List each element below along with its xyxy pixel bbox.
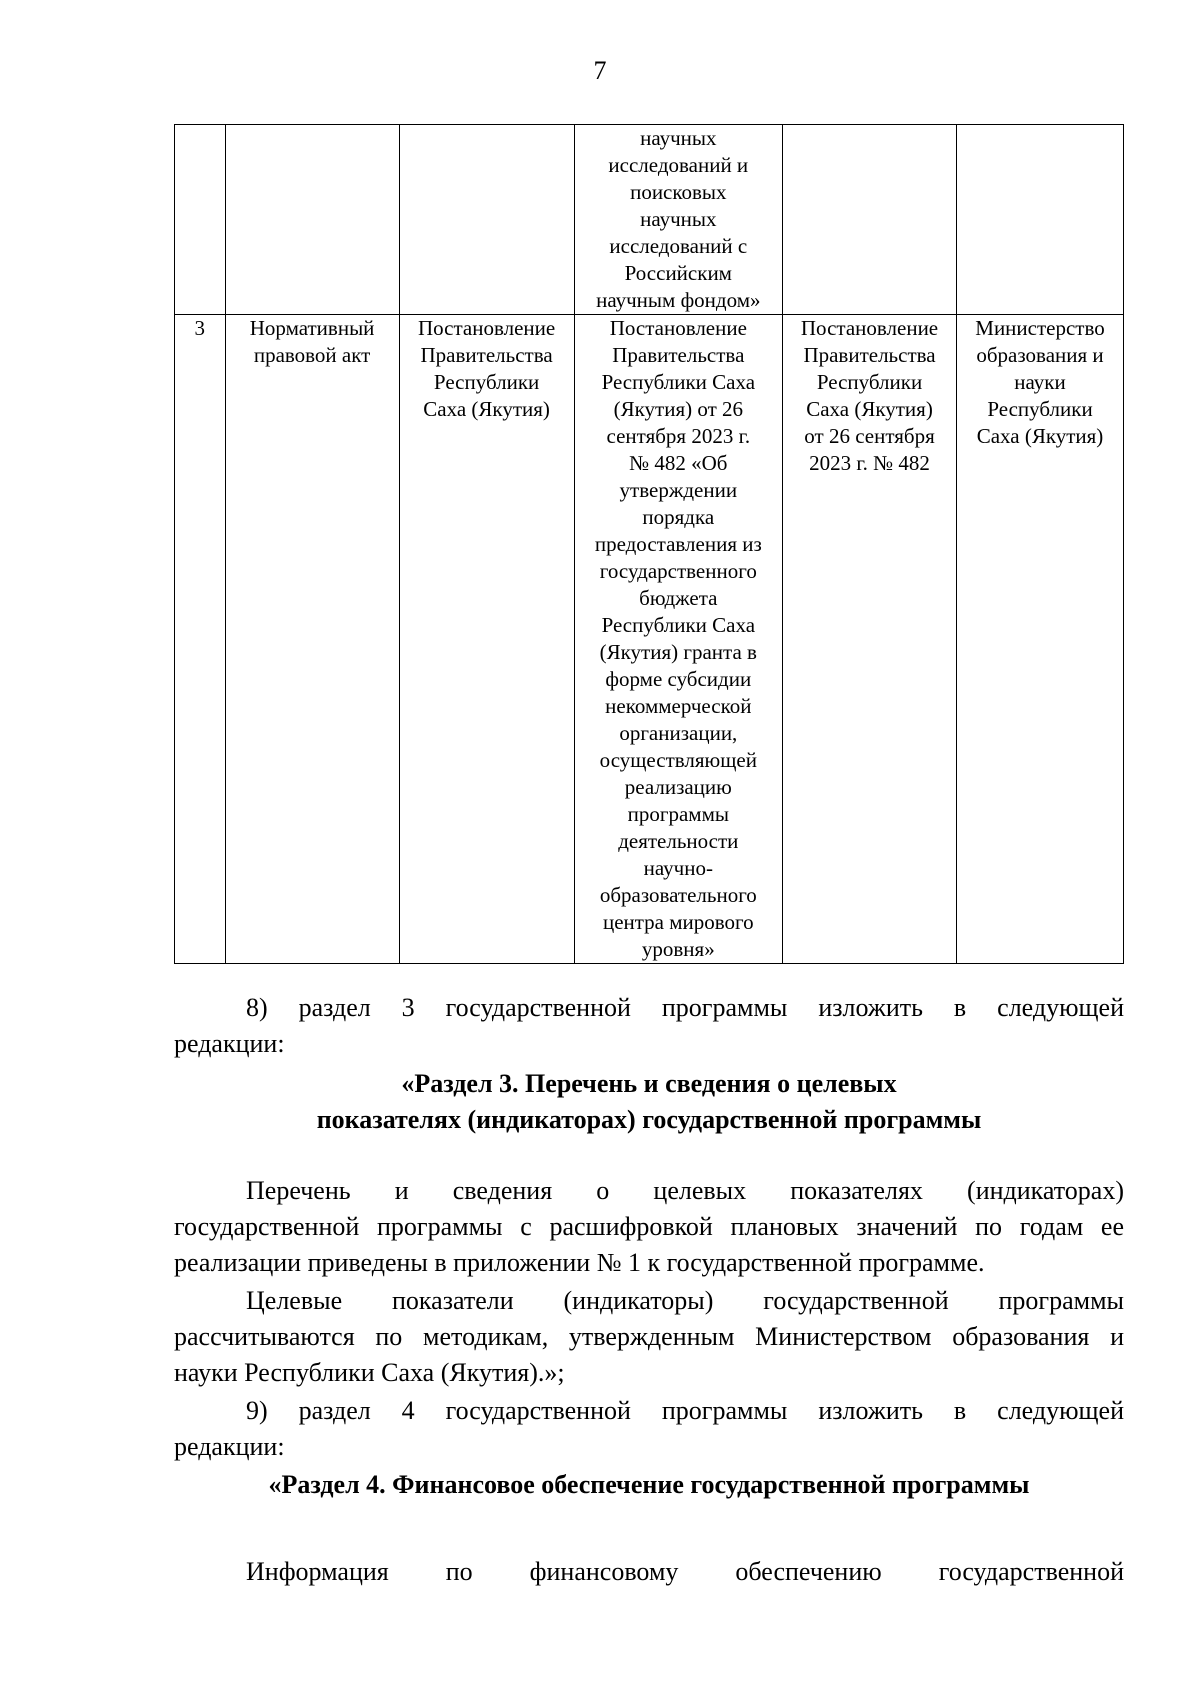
table-row (175, 125, 1124, 315)
cell-type: Постановление Правительства Республики Саха (Якутия) (399, 315, 574, 964)
cell-kind: Нормативный правовой акт (225, 315, 399, 964)
cell-num: 3 (175, 315, 226, 964)
cell-executor: Министерство образования и науки Республики Саха (Якутия) (957, 315, 1124, 964)
paragraph-item-8: 8) раздел 3 государственной программы изложить в следующей редакции: (174, 993, 1124, 1058)
page-number: 7 (593, 56, 607, 85)
paragraph-item-9: 9) раздел 4 государственной программы изложить в следующей редакции: (174, 1396, 1124, 1461)
legal-acts-table (174, 124, 1124, 964)
cell-name: научных исследований и поисковых научных исследований с Российским научным фондом» (574, 125, 782, 315)
table-row (175, 315, 1124, 964)
cell-name: Постановление Правительства Республики Саха (Якутия) от 26 сентября 2023 г. № 482 «Об утверждении порядка предоставления из государственного бюджета Республики Саха (Якутия) гранта в форме субсидии некоммерческой организации, осуществляющей реализацию программы деятельности научно- образовательного центра мирового уровня» (574, 315, 782, 964)
section-4-heading: «Раздел 4. Финансовое обеспечение государственной программы (268, 1470, 1030, 1499)
cell-num (175, 125, 226, 315)
cell-requisites (783, 125, 957, 315)
section-3-paragraph-2: Целевые показатели (индикаторы) государственной программы рассчитываются по методикам, утвержденным Министерством образования и науки Республики Саха (Якутия).»; (174, 1286, 1124, 1387)
cell-requisites: Постановление Правительства Республики Саха (Якутия) от 26 сентября 2023 г. № 482 (783, 315, 957, 964)
cell-kind (225, 125, 399, 315)
cell-executor (957, 125, 1124, 315)
section-3-heading: «Раздел 3. Перечень и сведения о целевых показателях (индикаторах) государственной программы (316, 1069, 982, 1134)
cell-type (399, 125, 574, 315)
section-4-paragraph-1: Информация по финансовому обеспечению государственной (246, 1557, 1124, 1586)
section-3-paragraph-1: Перечень и сведения о целевых показателях (индикаторах) государственной программы с расшифровкой плановых значений по годам ее реализации приведены в приложении № 1 к государственной программе. (174, 1176, 1124, 1277)
